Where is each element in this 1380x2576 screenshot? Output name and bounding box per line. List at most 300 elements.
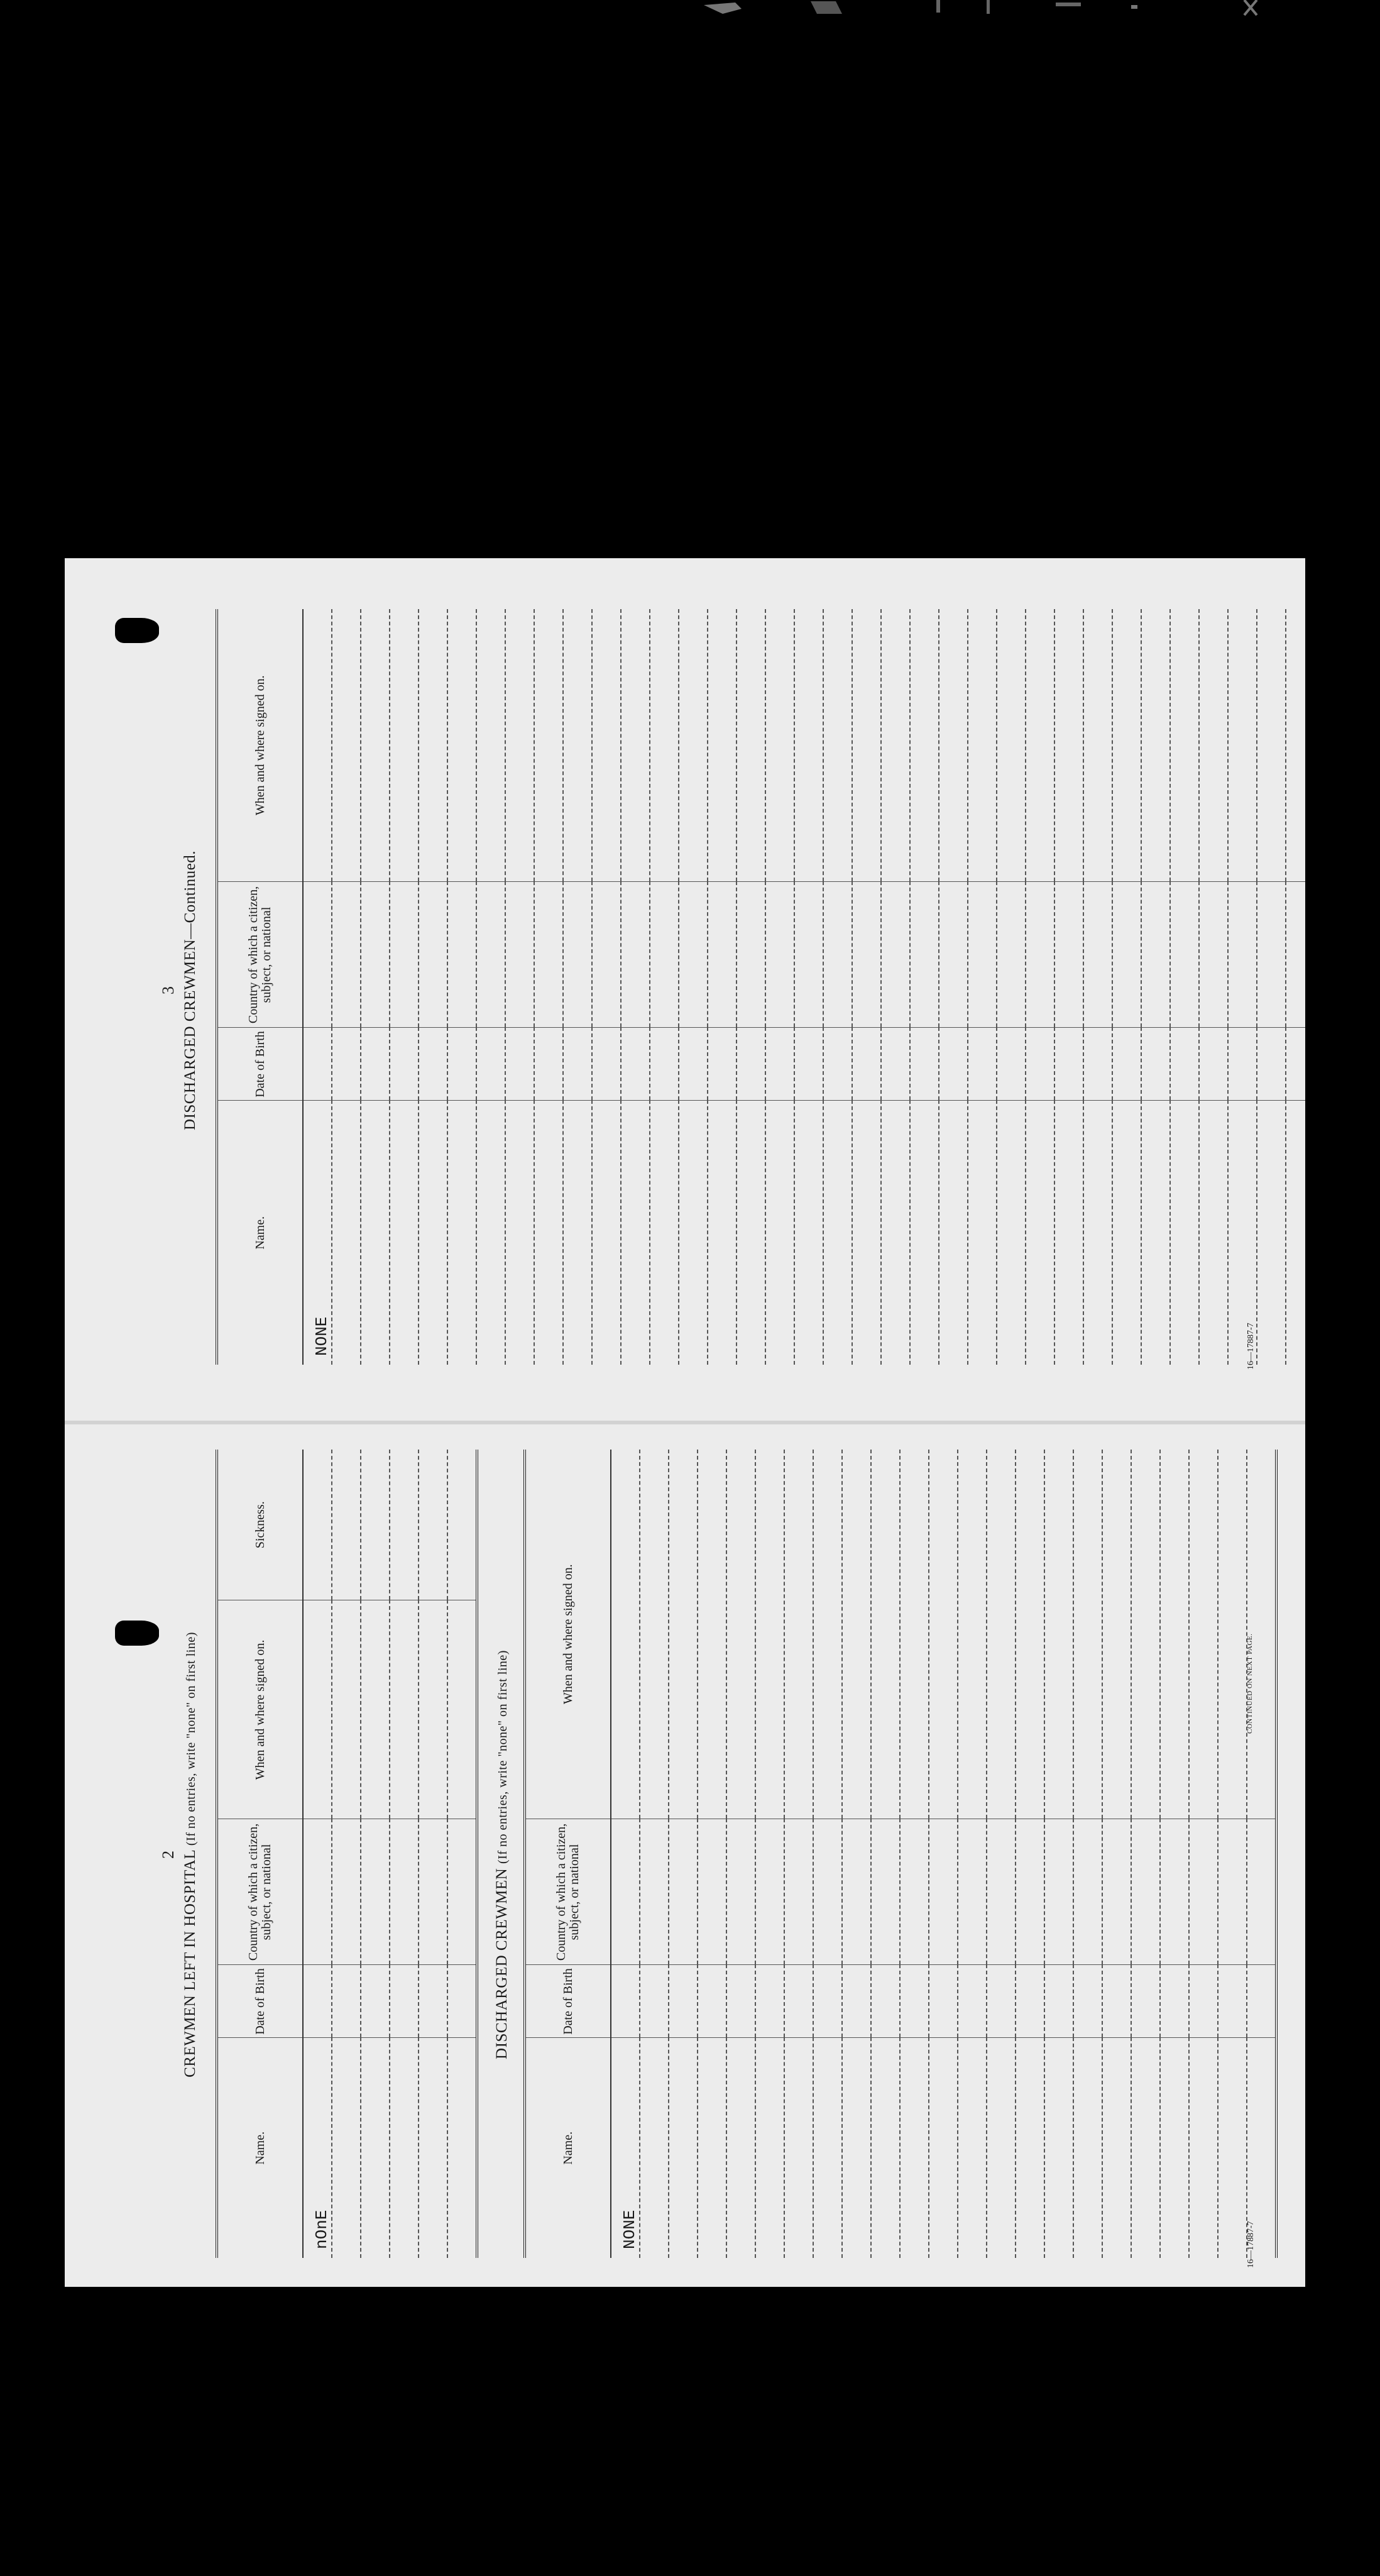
table-row: [1073, 1450, 1102, 2258]
table-cell: [1218, 1819, 1247, 1965]
table-cell: [592, 1028, 621, 1101]
document-paper: [65, 558, 1305, 2287]
table-cell: [939, 609, 968, 882]
table-cell: [737, 1028, 765, 1101]
table-cell: [708, 1101, 737, 1365]
table-cell: [650, 882, 679, 1028]
table-row: [968, 609, 997, 1365]
table-cell: [1189, 1450, 1218, 1819]
column-header: Name.: [217, 1101, 303, 1365]
table-cell: [1141, 609, 1170, 882]
table-cell: [794, 882, 823, 1028]
table-cell: [958, 1450, 987, 1819]
binding-tear: [115, 1621, 159, 1646]
table-cell: [1257, 1101, 1286, 1365]
table-row: [958, 1450, 987, 2258]
table-cell: [929, 2038, 958, 2258]
table-cell: [361, 1819, 390, 1965]
table-cell: [881, 1028, 910, 1101]
table-cell: [939, 882, 968, 1028]
table-row: [1189, 1450, 1218, 2258]
table-cell: [784, 2038, 813, 2258]
table-cell: [1044, 2038, 1073, 2258]
table-cell: [1170, 1101, 1199, 1365]
table-cell: nOnE: [303, 2038, 332, 2258]
table-cell: [842, 1450, 871, 1819]
table-cell: [871, 1819, 900, 1965]
table-cell: [390, 2038, 419, 2258]
table-row: [534, 609, 563, 1365]
column-header: Country of which a citizen, subject, or national: [217, 882, 303, 1028]
table-cell: [563, 1101, 592, 1365]
table-cell: [794, 1101, 823, 1365]
table-cell: [621, 609, 650, 882]
table-row: [1218, 1450, 1247, 2258]
table-row: [784, 1450, 813, 2258]
table-cell: [755, 2038, 784, 2258]
table-cell: [611, 1450, 640, 1819]
table-cell: [698, 1450, 726, 1819]
table-row: [476, 609, 505, 1365]
table-cell: [1102, 1450, 1131, 1819]
table-cell: [1170, 882, 1199, 1028]
table-cell: [419, 1600, 447, 1819]
table-cell: [1016, 1450, 1044, 1819]
table-cell: [910, 1101, 939, 1365]
table-cell: [505, 1101, 534, 1365]
table-row: [563, 609, 592, 1365]
table-row: [332, 609, 361, 1365]
table-row: [332, 1450, 361, 2258]
table-cell: [968, 1028, 997, 1101]
table-cell: [447, 1450, 477, 1600]
table-cell: [419, 1028, 447, 1101]
table-cell: [1131, 1819, 1160, 1965]
column-header: Country of which a citizen, subject, or national: [217, 1819, 303, 1965]
table-row: [361, 609, 390, 1365]
table-cell: [1112, 609, 1141, 882]
table-cell: [784, 1965, 813, 2038]
table-row: [390, 609, 419, 1365]
table-cell: [755, 1965, 784, 2038]
table-row: [842, 1450, 871, 2258]
table-cell: [852, 1028, 881, 1101]
table-row: [813, 1450, 842, 2258]
table-cell: [621, 1028, 650, 1101]
table-cell: [842, 2038, 871, 2258]
page-3: [65, 558, 1305, 1423]
table-cell: [784, 1819, 813, 1965]
table-cell: [726, 1819, 755, 1965]
table-cell: [505, 882, 534, 1028]
table-cell: [708, 609, 737, 882]
table-cell: [1218, 1450, 1247, 1819]
table-cell: [332, 1965, 361, 2038]
table-cell: [987, 1965, 1016, 2038]
table-cell: [669, 1450, 698, 1819]
table-cell: [476, 609, 505, 882]
discharged-continued-table: [216, 609, 1305, 1365]
table-cell: [534, 609, 563, 882]
table-cell: [476, 1028, 505, 1101]
table-cell: [1257, 1028, 1286, 1101]
table-row: [737, 609, 765, 1365]
table-cell: [958, 1819, 987, 1965]
table-cell: [1247, 1819, 1276, 1965]
table-cell: NONE: [303, 1101, 332, 1365]
table-row: [1102, 1450, 1131, 2258]
table-cell: [755, 1450, 784, 1819]
table-row: [823, 609, 852, 1365]
hospital-table: [216, 1450, 478, 2258]
table-cell: [419, 1965, 447, 2038]
table-cell: [1054, 609, 1083, 882]
table-cell: [1286, 1028, 1305, 1101]
table-cell: [997, 1101, 1026, 1365]
table-cell: [881, 609, 910, 882]
table-cell: [650, 1101, 679, 1365]
table-cell: [640, 1450, 669, 1819]
table-cell: [1286, 609, 1305, 882]
table-row: [881, 609, 910, 1365]
table-cell: [871, 1965, 900, 2038]
table-cell: [1073, 1965, 1102, 2038]
table-cell: [910, 609, 939, 882]
table-cell: [1160, 1450, 1189, 1819]
table-cell: [968, 609, 997, 882]
table-cell: [640, 1965, 669, 2038]
table-cell: [1199, 1101, 1228, 1365]
table-cell: [679, 1101, 708, 1365]
table-row: [669, 1450, 698, 2258]
table-cell: [881, 1101, 910, 1365]
table-cell: [1102, 1965, 1131, 2038]
table-cell: [823, 882, 852, 1028]
table-cell: [900, 2038, 929, 2258]
table-row: [1170, 609, 1199, 1365]
table-row: [726, 1450, 755, 2258]
table-cell: [698, 2038, 726, 2258]
page-2: [65, 1423, 1305, 2287]
table-row: [1199, 609, 1228, 1365]
table-row: [303, 1450, 332, 2258]
table-cell: [361, 2038, 390, 2258]
table-row: [419, 609, 447, 1365]
table-cell: [1131, 1965, 1160, 2038]
table-cell: [679, 882, 708, 1028]
table-cell: [447, 1965, 477, 2038]
table-cell: [303, 1600, 332, 1819]
table-row: [1141, 609, 1170, 1365]
table-cell: [390, 1819, 419, 1965]
column-header: Date of Birth: [217, 1965, 303, 2038]
table-cell: [1083, 609, 1112, 882]
table-cell: [765, 882, 794, 1028]
table-cell: [447, 1101, 476, 1365]
table-cell: [563, 882, 592, 1028]
table-cell: [419, 882, 447, 1028]
column-header: When and where signed on.: [217, 1600, 303, 1819]
table-cell: [737, 609, 765, 882]
table-row: [755, 1450, 784, 2258]
table-cell: [303, 1028, 332, 1101]
table-cell: [1141, 882, 1170, 1028]
table-cell: [1189, 1819, 1218, 1965]
table-cell: [1189, 2038, 1218, 2258]
table-cell: [390, 609, 419, 882]
table-cell: [621, 1101, 650, 1365]
table-cell: [1026, 882, 1054, 1028]
table-cell: [361, 1028, 390, 1101]
table-cell: [650, 1028, 679, 1101]
table-row: [1026, 609, 1054, 1365]
table-cell: [1286, 882, 1305, 1028]
table-row: [303, 609, 332, 1365]
table-cell: [968, 882, 997, 1028]
table-cell: [1026, 609, 1054, 882]
column-header: Date of Birth: [525, 1965, 611, 2038]
table-cell: [679, 609, 708, 882]
table-cell: [997, 609, 1026, 882]
table-cell: [361, 1600, 390, 1819]
table-cell: [1054, 1028, 1083, 1101]
table-cell: [1228, 1028, 1257, 1101]
table-cell: [650, 609, 679, 882]
table-cell: [813, 1819, 842, 1965]
table-cell: [419, 1819, 447, 1965]
table-row: [794, 609, 823, 1365]
table-cell: [987, 1819, 1016, 1965]
table-row: [1160, 1450, 1189, 2258]
table-row: [621, 609, 650, 1365]
table-cell: [332, 1101, 361, 1365]
page-number: 2: [159, 1851, 177, 1859]
table-cell: [1199, 882, 1228, 1028]
table-row: [1131, 1450, 1160, 2258]
table-cell: NONE: [611, 2038, 640, 2258]
table-cell: [1016, 1819, 1044, 1965]
form-code: 16—17887-7: [1246, 2221, 1256, 2268]
table-cell: [332, 1450, 361, 1600]
table-row: [698, 1450, 726, 2258]
table-cell: [534, 882, 563, 1028]
table-row: [650, 609, 679, 1365]
table-cell: [1083, 882, 1112, 1028]
table-cell: [900, 1450, 929, 1819]
table-row: [1247, 1450, 1276, 2258]
table-cell: [447, 2038, 477, 2258]
table-cell: [669, 1965, 698, 2038]
table-cell: [1102, 1819, 1131, 1965]
table-cell: [1228, 882, 1257, 1028]
table-cell: [1016, 1965, 1044, 2038]
table-cell: [390, 1965, 419, 2038]
table-cell: [1170, 1028, 1199, 1101]
table-cell: [332, 1600, 361, 1819]
table-cell: [332, 1819, 361, 1965]
table-cell: [1199, 609, 1228, 882]
column-header: Date of Birth: [217, 1028, 303, 1101]
table-cell: [563, 1028, 592, 1101]
table-row: [679, 609, 708, 1365]
table-cell: [842, 1965, 871, 2038]
table-cell: [958, 2038, 987, 2258]
table-cell: [361, 609, 390, 882]
binding-tear: [115, 618, 159, 643]
table-cell: [447, 882, 476, 1028]
table-row: [1016, 1450, 1044, 2258]
table-cell: [987, 2038, 1016, 2258]
table-cell: [726, 2038, 755, 2258]
table-cell: [852, 882, 881, 1028]
table-cell: [794, 1028, 823, 1101]
discharged-section-title: [493, 1423, 511, 2287]
table-cell: [813, 1965, 842, 2038]
table-cell: [447, 1819, 477, 1965]
table-cell: [1083, 1028, 1112, 1101]
table-cell: [534, 1101, 563, 1365]
table-cell: [390, 1450, 419, 1600]
table-cell: [1218, 2038, 1247, 2258]
column-header: Name.: [217, 2038, 303, 2258]
table-cell: [303, 1450, 332, 1600]
table-cell: [765, 1101, 794, 1365]
table-cell: [698, 1819, 726, 1965]
table-cell: [592, 609, 621, 882]
table-cell: [611, 1819, 640, 1965]
table-row: [1044, 1450, 1073, 2258]
table-cell: [823, 609, 852, 882]
table-cell: [871, 1450, 900, 1819]
table-cell: [332, 2038, 361, 2258]
table-row: [910, 609, 939, 1365]
table-cell: [842, 1819, 871, 1965]
table-cell: [447, 1600, 477, 1819]
table-cell: [852, 609, 881, 882]
table-cell: [1228, 609, 1257, 882]
column-header: Sickness.: [217, 1450, 303, 1600]
table-cell: [755, 1819, 784, 1965]
table-cell: [1112, 1101, 1141, 1365]
table-cell: [1112, 882, 1141, 1028]
discharged-continued-title: DISCHARGED CREWMEN—Continued.: [182, 850, 199, 1131]
table-cell: [987, 1450, 1016, 1819]
table-cell: [726, 1450, 755, 1819]
table-row: [852, 609, 881, 1365]
column-header: Country of which a citizen, subject, or national: [525, 1819, 611, 1965]
table-cell: [939, 1101, 968, 1365]
continued-note: CONTINUED ON NEXT PAGE.: [1246, 1633, 1254, 1734]
table-cell: [794, 609, 823, 882]
table-cell: [534, 1028, 563, 1101]
table-cell: [361, 882, 390, 1028]
table-row: [447, 609, 476, 1365]
table-cell: [361, 1965, 390, 2038]
table-cell: [1054, 882, 1083, 1028]
table-cell: [303, 882, 332, 1028]
table-cell: [765, 1028, 794, 1101]
table-cell: [621, 882, 650, 1028]
table-cell: [1160, 2038, 1189, 2258]
table-cell: [1257, 882, 1286, 1028]
table-cell: [1141, 1028, 1170, 1101]
table-cell: [505, 609, 534, 882]
table-cell: [726, 1965, 755, 2038]
table-cell: [1026, 1101, 1054, 1365]
table-cell: [361, 1101, 390, 1365]
table-cell: [332, 882, 361, 1028]
table-row: [1286, 609, 1305, 1365]
table-cell: [1026, 1028, 1054, 1101]
table-cell: [476, 882, 505, 1028]
table-cell: [1218, 1965, 1247, 2038]
table-cell: [765, 609, 794, 882]
table-cell: [447, 609, 476, 882]
column-header: When and where signed on.: [525, 1450, 611, 1819]
hospital-section-title: [182, 1423, 199, 2287]
table-cell: [929, 1965, 958, 2038]
table-cell: [1073, 2038, 1102, 2258]
table-cell: [784, 1450, 813, 1819]
table-row: [640, 1450, 669, 2258]
table-cell: [332, 609, 361, 882]
table-row: [708, 609, 737, 1365]
table-cell: [1073, 1819, 1102, 1965]
table-cell: [871, 2038, 900, 2258]
table-cell: [640, 1819, 669, 1965]
table-cell: [563, 609, 592, 882]
table-cell: [910, 1028, 939, 1101]
table-cell: [813, 2038, 842, 2258]
table-cell: [303, 1819, 332, 1965]
table-cell: [1141, 1101, 1170, 1365]
table-row: [871, 1450, 900, 2258]
table-row: [361, 1450, 390, 2258]
discharged-title-text: DISCHARGED CREWMEN: [493, 1868, 510, 2059]
table-cell: [1257, 609, 1286, 882]
table-cell: [1160, 1819, 1189, 1965]
table-row: [1112, 609, 1141, 1365]
table-row: [419, 1450, 447, 2258]
table-cell: [910, 882, 939, 1028]
table-cell: [419, 2038, 447, 2258]
table-cell: [813, 1450, 842, 1819]
table-cell: [852, 1101, 881, 1365]
table-cell: [1083, 1101, 1112, 1365]
table-cell: [669, 2038, 698, 2258]
table-cell: [303, 609, 332, 882]
table-cell: [708, 882, 737, 1028]
table-cell: [361, 1450, 390, 1600]
table-row: [765, 609, 794, 1365]
table-cell: [1286, 1101, 1305, 1365]
table-row: [900, 1450, 929, 2258]
table-row: [1257, 609, 1286, 1365]
table-cell: [997, 882, 1026, 1028]
table-cell: [1073, 1450, 1102, 1819]
table-cell: [929, 1819, 958, 1965]
table-cell: [958, 1965, 987, 2038]
form-spread: [65, 558, 1305, 2287]
column-header: Name.: [525, 2038, 611, 2258]
table-row: [1054, 609, 1083, 1365]
table-cell: [881, 882, 910, 1028]
table-cell: [592, 1101, 621, 1365]
scan-edge-marks: [691, 0, 1307, 25]
table-row: [611, 1450, 640, 2258]
table-row: [1228, 609, 1257, 1365]
table-row: [447, 1450, 477, 2258]
